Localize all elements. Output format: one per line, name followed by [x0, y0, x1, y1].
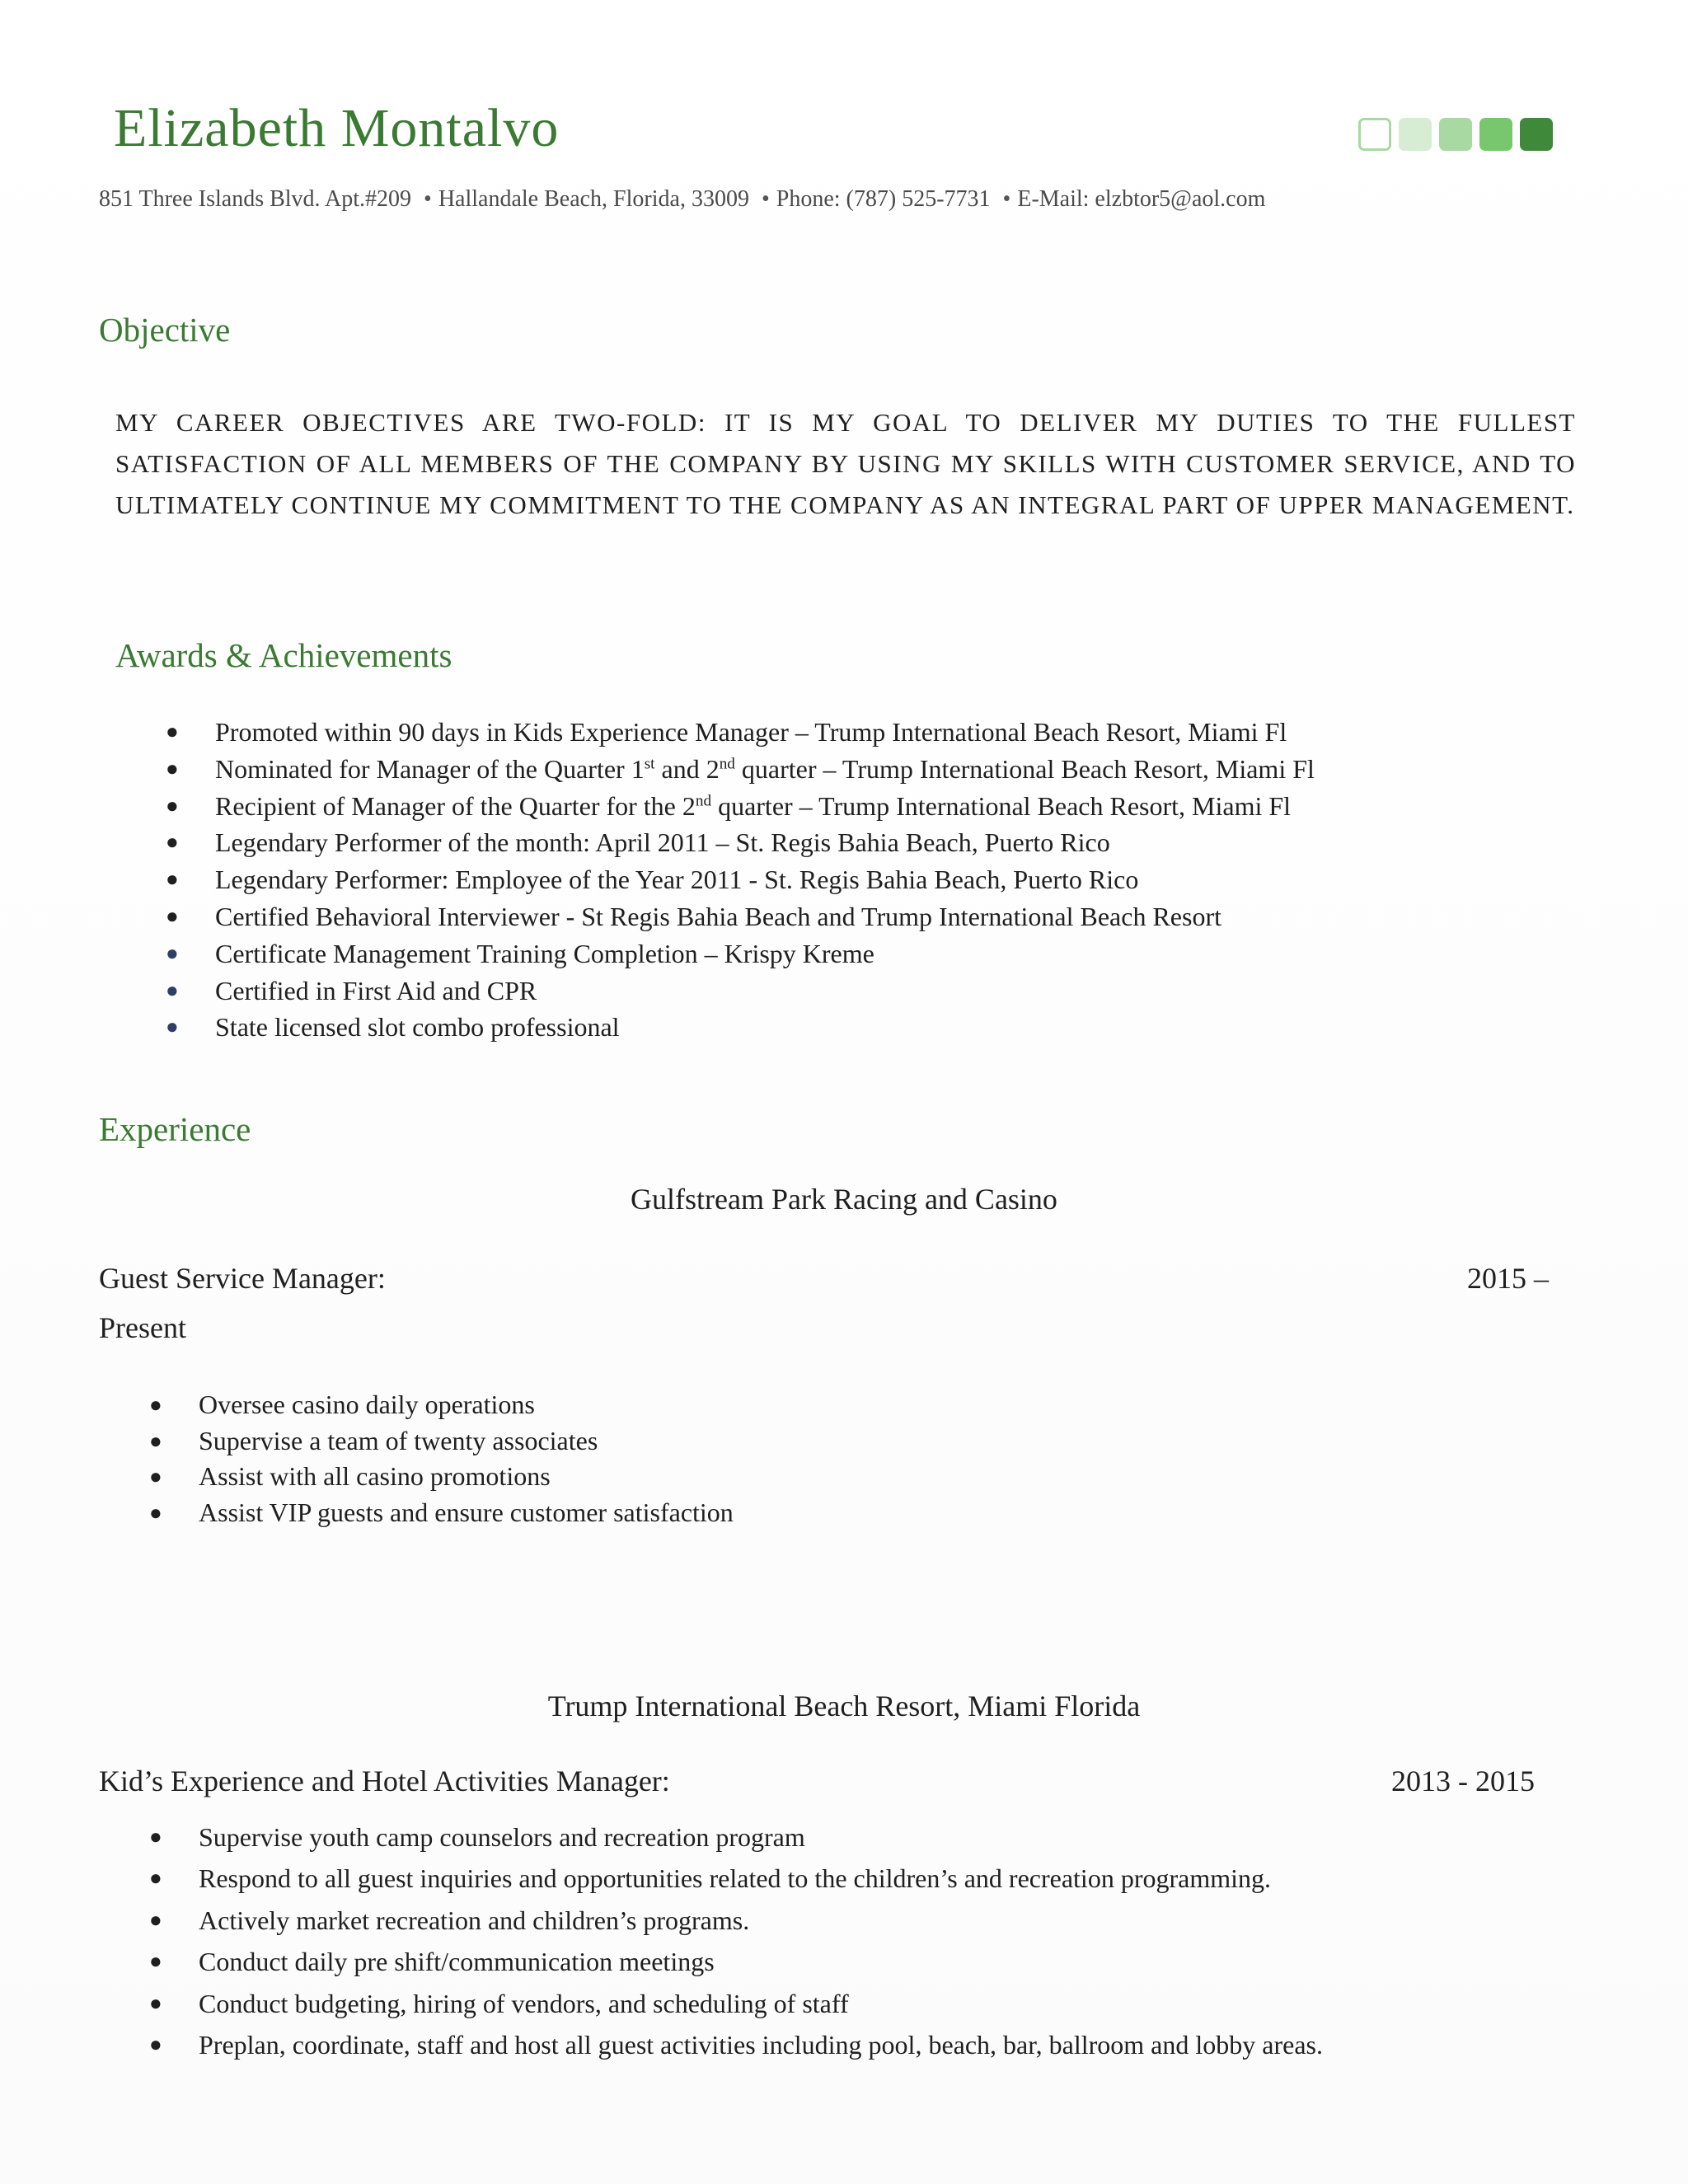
bullet-icon: ●: [166, 903, 179, 928]
bullet-icon: ●: [149, 1990, 162, 2015]
job1-dates: 2015 –: [1467, 1262, 1549, 1295]
list-item: ● Conduct budgeting, hiring of vendors, and scheduling of staff: [199, 1983, 1323, 2024]
job1-company: Gulfstream Park Racing and Casino: [631, 1183, 1057, 1216]
email: E-Mail: elzbtor5@aol.com: [1017, 186, 1266, 212]
list-item: ● Oversee casino daily operations: [199, 1387, 734, 1423]
list-item: ● Preplan, coordinate, staff and host all guest activities including pool, beach, bar, ballroom and lobby areas.: [199, 2024, 1323, 2065]
square-3: [1439, 118, 1472, 151]
awards-heading: Awards & Achievements: [115, 636, 452, 674]
square-5: [1520, 118, 1553, 151]
separator-dot: •: [1002, 186, 1011, 212]
contact-line: [99, 186, 1265, 213]
list-item: ● Certified in First Aid and CPR: [215, 972, 1315, 1010]
job1-duties: [149, 1387, 734, 1530]
bullet-icon: ●: [166, 830, 179, 855]
list-item: ● Promoted within 90 days in Kids Experience Manager – Trump International Beach Resort, Miami Fl: [215, 714, 1315, 751]
objective-heading: Objective: [99, 311, 231, 349]
job2-company: Trump International Beach Resort, Miami Florida: [547, 1690, 1141, 1722]
separator-dot: •: [424, 186, 432, 212]
list-item: ● Actively market recreation and children’s programs.: [199, 1900, 1323, 1941]
list-item: ● Respond to all guest inquiries and opportunities related to the children’s and recreation programming.: [199, 1858, 1323, 1899]
objective-text: MY CAREER OBJECTIVES ARE TWO-FOLD: IT IS MY GOAL TO DELIVER MY DUTIES TO THE FULLEST SATISFACTION OF ALL MEMBERS OF THE COMPANY BY USING MY SKILLS WITH CUSTOMER SERVICE, AND TO ULTIMATELY CONTINUE MY COMMITMENT TO THE COMPANY AS AN INTEGRAL PART OF UPPER MANAGEMENT.: [115, 408, 1576, 519]
job1-title: Guest Service Manager:: [99, 1262, 386, 1295]
list-item: ● Assist with all casino promotions: [199, 1459, 734, 1495]
bullet-icon: ●: [166, 867, 179, 892]
bullet-icon: ●: [149, 1428, 162, 1453]
bullet-icon: ●: [166, 793, 179, 818]
list-item: ● Legendary Performer: Employee of the Year 2011 - St. Regis Bahia Beach, Puerto Rico: [215, 861, 1315, 898]
job2-dates: 2013 - 2015: [1391, 1765, 1535, 1797]
phone: Phone: (787) 525-7731: [776, 186, 991, 212]
bullet-icon: ●: [149, 1949, 162, 1974]
job1-dates-continued: Present: [99, 1311, 186, 1344]
awards-list: [166, 714, 1315, 1046]
list-item: ● Assist VIP guests and ensure customer satisfaction: [199, 1495, 734, 1531]
list-item: ● Certified Behavioral Interviewer - St Regis Bahia Beach and Trump International Beach Resort: [215, 898, 1315, 935]
job2-duties: [149, 1816, 1323, 2065]
bullet-icon: ●: [149, 1465, 162, 1488]
decorative-squares: [1358, 118, 1553, 151]
square-4: [1479, 118, 1512, 151]
bullet-icon: ●: [149, 1866, 162, 1891]
list-item: ● Recipient of Manager of the Quarter for the 2nd quarter – Trump International Beach Resort, Miami Fl: [215, 788, 1315, 825]
bullet-icon: ●: [149, 1500, 162, 1525]
bullet-icon: ●: [166, 977, 179, 1002]
bullet-icon: ●: [166, 1015, 179, 1039]
list-item: ● State licensed slot combo professional: [215, 1009, 1315, 1046]
bullet-icon: ●: [149, 2032, 162, 2056]
list-item: ● Legendary Performer of the month: April 2011 – St. Regis Bahia Beach, Puerto Rico: [215, 824, 1315, 861]
list-item: ● Conduct daily pre shift/communication meetings: [199, 1941, 1323, 1982]
candidate-name: Elizabeth Montalvo: [114, 98, 560, 158]
bullet-icon: ●: [166, 719, 179, 743]
square-2: [1399, 118, 1432, 151]
bullet-icon: ●: [149, 1825, 162, 1849]
list-item: ● Supervise youth camp counselors and recreation program: [199, 1816, 1323, 1858]
address: 851 Three Islands Blvd. Apt.#209: [99, 186, 412, 212]
list-item: ● Supervise a team of twenty associates: [199, 1423, 734, 1460]
experience-heading: Experience: [99, 1110, 251, 1148]
job2-title: Kid’s Experience and Hotel Activities Manager:: [99, 1765, 670, 1797]
city: Hallandale Beach, Florida, 33009: [438, 186, 749, 212]
bullet-icon: ●: [166, 756, 179, 780]
bullet-icon: ●: [149, 1393, 162, 1417]
list-item: ● Nominated for Manager of the Quarter 1st and 2nd quarter – Trump International Beach Resort, Miami Fl: [215, 751, 1315, 788]
separator-dot: •: [761, 186, 770, 212]
bullet-icon: ●: [166, 940, 179, 965]
list-item: ● Certificate Management Training Completion – Krispy Kreme: [215, 935, 1315, 972]
bullet-icon: ●: [149, 1907, 162, 1932]
square-1: [1358, 118, 1391, 151]
